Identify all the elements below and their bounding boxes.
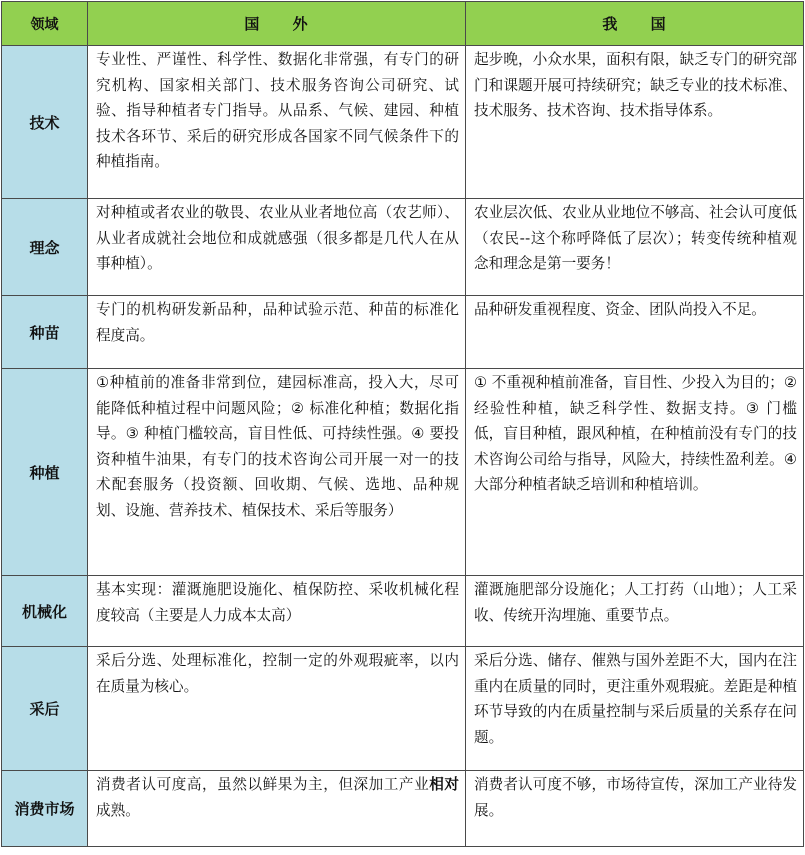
row-field: 消费市场 [2, 771, 88, 847]
row-foreign-cell: 专门的机构研发新品种，品种试验示范、种苗的标准化程度高。 [88, 296, 466, 369]
row-foreign-text-bold: 相对 [429, 776, 459, 793]
row-foreign-text-c: 成熟。 [96, 801, 140, 819]
row-field: 技术 [2, 46, 88, 199]
row-domestic-cell: 起步晚，小众水果，面积有限，缺乏专门的研究部门和课题开展可持续研究；缺乏专业的技术标准、技术服务、技术咨询、技术指导体系。 [466, 46, 804, 199]
row-domestic-cell: 采后分选、储存、催熟与国外差距不大，国内在注重内在质量的同时，更注重外观瑕疵。差距是种植环节导致的内在质量控制与采后质量的关系存在问题。 [466, 647, 804, 771]
row-foreign-cell: 对种植或者农业的敬畏、农业从业者地位高（农艺师）、从业者成就社会地位和成就感强（很多都是几代人在从事种植）。 [88, 199, 466, 296]
table-row [2, 46, 804, 199]
header-field: 领域 [2, 2, 88, 46]
row-foreign-text-a: 消费者认可度高，虽然以鲜果为主，但深加工产业 [96, 776, 430, 793]
table-row [2, 199, 804, 296]
row-field: 种苗 [2, 296, 88, 369]
header-row [2, 2, 804, 46]
row-foreign-cell: ①种植前的准备非常到位，建园标准高，投入大，尽可能降低种植过程中问题风险；② 标准化种植；数据化指导。③ 种植门槛较高，盲目性低、可持续性强。④ 要投资种植牛油果，有专门的技术咨询公司开展一对一的技术配套服务（投资额、回收期、气候、选地、品种规划、设施、营养技术、植保技术、采后等服务） [88, 369, 466, 576]
header-domestic: 我 国 [466, 2, 804, 46]
row-domestic-cell: 农业层次低、农业从业地位不够高、社会认可度低（农民--这个称呼降低了层次）；转变传统种植观念和理念是第一要务！ [466, 199, 804, 296]
row-foreign-cell: 专业性、严谨性、科学性、数据化非常强，有专门的研究机构、国家相关部门、技术服务咨询公司研究、试验、指导种植者专门指导。从品系、气候、建园、种植技术各环节、采后的研究形成各国家不同气候条件下的种植指南。 [88, 46, 466, 199]
row-domestic-cell: 灌溉施肥部分设施化；人工打药（山地）；人工采收、传统开沟埋施、重要节点。 [466, 576, 804, 647]
row-field: 机械化 [2, 576, 88, 647]
table-row [2, 369, 804, 576]
table-row [2, 296, 804, 369]
row-domestic-cell: 品种研发重视程度、资金、团队尚投入不足。 [466, 296, 804, 369]
table-row [2, 647, 804, 771]
header-foreign: 国 外 [88, 2, 466, 46]
table-row [2, 576, 804, 647]
row-foreign-cell: 采后分选、处理标准化，控制一定的外观瑕疵率，以内在质量为核心。 [88, 647, 466, 771]
row-domestic-cell: 消费者认可度不够，市场待宣传，深加工产业待发展。 [466, 771, 804, 847]
row-field: 种植 [2, 369, 88, 576]
row-foreign-cell: 基本实现：灌溉施肥设施化、植保防控、采收机械化程度较高（主要是人力成本太高） [88, 576, 466, 647]
row-domestic-cell: ① 不重视种植前准备，盲目性、少投入为目的；②经验性种植，缺乏科学性、数据支持。③ 门槛低，盲目种植，跟风种植，在种植前没有专门的技术咨询公司给与指导，风险大，持续性盈利差。④ 大部分种植者缺乏培训和种植培训。 [466, 369, 804, 576]
table-row [2, 771, 804, 847]
comparison-table [1, 1, 804, 847]
row-field: 采后 [2, 647, 88, 771]
row-field: 理念 [2, 199, 88, 296]
row-foreign-cell [88, 771, 466, 847]
